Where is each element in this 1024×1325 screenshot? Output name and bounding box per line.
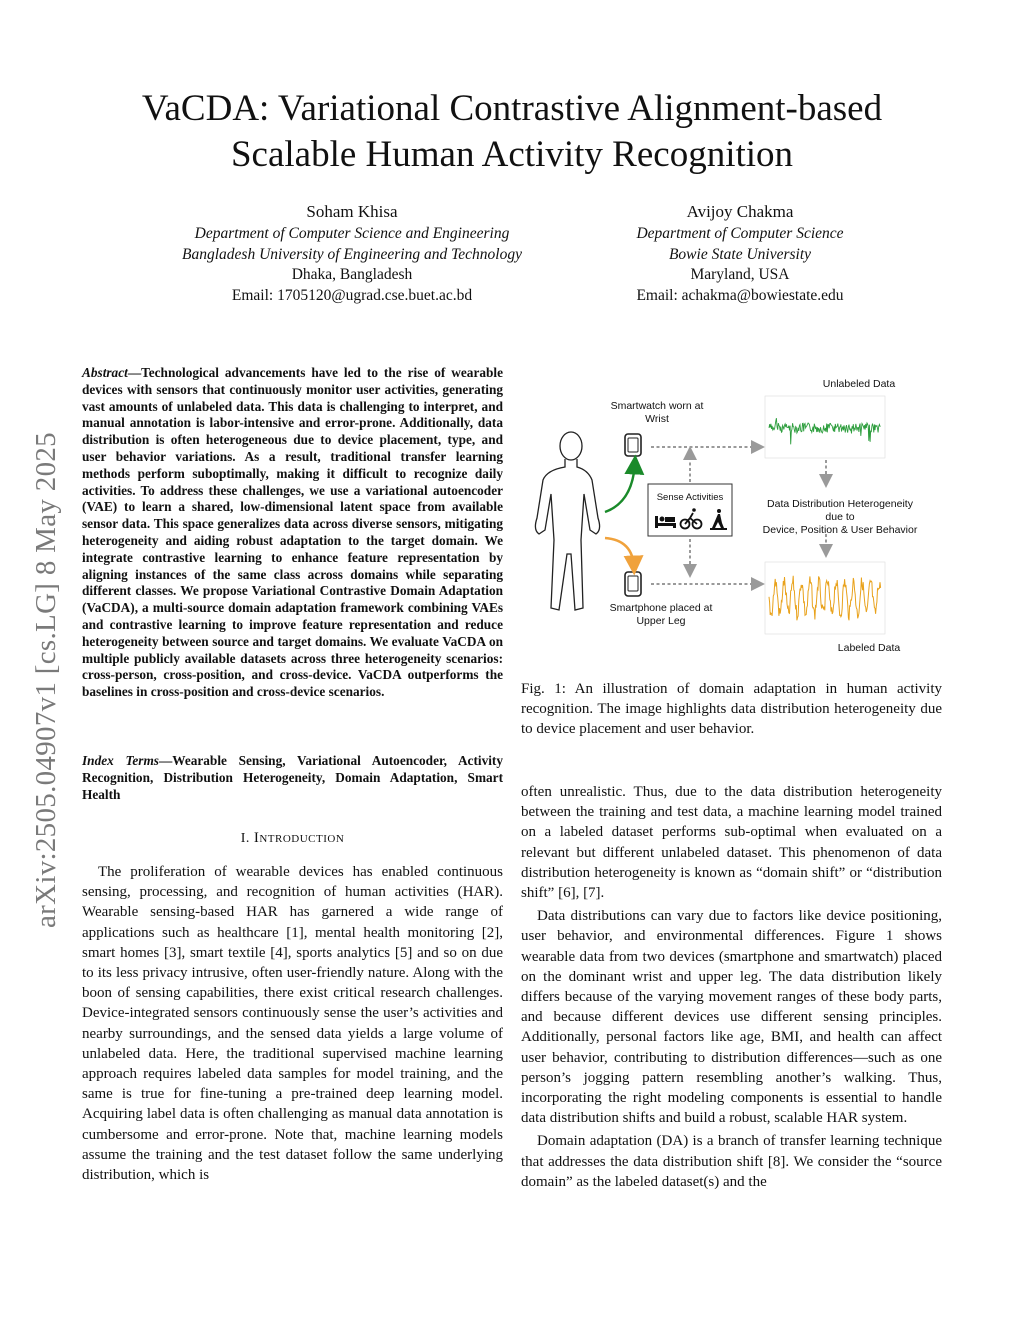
orange-arrow bbox=[605, 538, 634, 568]
index-terms-lead: Index Terms bbox=[82, 753, 159, 768]
author-department: Department of Computer Science and Engineering bbox=[194, 225, 510, 242]
labeled-data-label: Labeled Data bbox=[837, 642, 901, 654]
smartphone-label-line-2: Upper Leg bbox=[636, 615, 686, 627]
sense-activities-label: Sense Activities bbox=[656, 492, 724, 503]
smartwatch-label-line-1: Smartwatch worn at bbox=[610, 400, 704, 412]
paragraph-data-distributions: Data distributions can vary due to factors like device positioning, user behavior, and environmental differences. Figure 1 shows wearable data from two devices (smartphone and smartwatch) placed on the dominant wrist and upper leg. The data distribution likely differs because of the varying movement ranges of these body parts, and because different devices use different sensing principles. Additionally, personal factors like age, BMI, and health can affect user behavior, contributing to distribution differences—such as one person’s jogging pattern resembling another’s walking. Thus, incorporating the right modeling components is essential to handle data distribution shifts and build a robust, scalable HAR system. bbox=[521, 908, 942, 1127]
author-university: Bowie State University bbox=[668, 245, 812, 263]
abstract-text: —Technological advancements have led to the rise of wearable devices with sensors that continuously monitor user activities, generating vast amounts of unlabeled data. This data is challenging to interpret, and manual annotation is labor-intensive and error-prone. Additionally, data distribution is often heterogeneous due to device placement, type, and user behavior variations. As a result, traditional transfer learning methods perform suboptimally, making it difficult to recognize daily activities. To address these challenges, we use a variational autoencoder (VAE) to learn a shared, low-dimensional latent space from available sensor data. This space generalizes data across diverse sensors, mitigating heterogeneity and aiding robust adaptation to the target domain. We integrate contrastive learning to enhance feature representation by aligning instances of the same class across domains while separating different classes. We propose Variational Contrastive Domain Adaptation (VaCDA), a multi-source domain adaptation framework combining VAEs and contrastive learning to improve feature representation and reduce heterogeneity between source and target domains. We evaluate VaCDA on multiple publicly available datasets across three heterogeneity scenarios: cross-person, cross-position, and cross-device. VaCDA outperforms the baselines in cross-position and cross-device scenarios. bbox=[82, 365, 503, 700]
author-email: Email: achakma@bowiestate.edu bbox=[636, 286, 844, 304]
heterogeneity-label-line-1: Data Distribution Heterogeneity bbox=[767, 498, 913, 510]
unlabeled-data-label: Unlabeled Data bbox=[822, 378, 896, 390]
author-university: Bangladesh University of Engineering and Technology bbox=[182, 245, 522, 263]
author-name: Avijoy Chakma bbox=[686, 202, 794, 221]
figure-caption: Fig. 1: An illustration of domain adaptation in human activity recognition. The image highlights data distribution heterogeneity due to device placement and user behavior. bbox=[521, 681, 942, 738]
intro-column bbox=[82, 862, 503, 1185]
title-line-2: Scalable Human Activity Recognition bbox=[230, 134, 794, 175]
author-department: Department of Computer Science bbox=[636, 225, 844, 242]
author-block-1 bbox=[120, 201, 584, 306]
figure-domain-adaptation bbox=[521, 368, 942, 660]
paper-title bbox=[60, 86, 964, 178]
paragraph-domain-shift: often unrealistic. Thus, due to the data distribution heterogeneity between the training and test data, a machine learning model trained on a labeled dataset performs sub-optimal when evaluated on a relevant but different unlabeled dataset. This phenomenon of data distribution heterogeneity is known as “domain shift” or “distribution shift” [6], [7]. bbox=[521, 784, 942, 902]
abstract bbox=[82, 365, 503, 701]
abstract-lead: Abstract bbox=[82, 365, 128, 380]
human-silhouette-icon bbox=[535, 432, 599, 610]
smartwatch-label-line-2: Wrist bbox=[645, 413, 669, 425]
section-heading bbox=[82, 830, 503, 847]
heterogeneity-label-line-2: due to bbox=[825, 511, 855, 523]
author-block-2 bbox=[560, 201, 920, 306]
smartphone-label-line-1: Smartphone placed at bbox=[609, 602, 713, 614]
title-line-1: VaCDA: Variational Contrastive Alignment-based bbox=[141, 88, 883, 129]
author-name: Soham Khisa bbox=[306, 202, 398, 221]
index-terms-text: —Wearable Sensing, Variational Autoencoder, Activity Recognition, Distribution Heterogeneity, Domain Adaptation, Smart Health bbox=[82, 753, 503, 802]
author-location: Maryland, USA bbox=[690, 266, 790, 283]
heterogeneity-label-line-3: Device, Position & User Behavior bbox=[762, 524, 918, 536]
index-terms bbox=[82, 753, 503, 803]
author-location: Dhaka, Bangladesh bbox=[291, 266, 413, 283]
unlabeled-signal-plot bbox=[765, 396, 885, 458]
paragraph-domain-adaptation: Domain adaptation (DA) is a branch of transfer learning technique that addresses the data distribution shift [8]. We consider the “source domain” as the labeled dataset(s) and the bbox=[521, 1133, 942, 1190]
right-column bbox=[521, 782, 942, 1192]
smartphone-icon bbox=[625, 572, 641, 596]
section-number: I. bbox=[240, 831, 250, 846]
arxiv-identifier: arXiv:2505.04907v1 [cs.LG] 8 May 2025 bbox=[30, 432, 62, 928]
intro-paragraph: The proliferation of wearable devices has enabled continuous sensing, processing, and recognition of human activities (HAR). Wearable sensing-based HAR has garnered a wide range of applications such as healthcare [1], mental health monitoring [2], smart homes [3], smart textile [4], sports analytics [5] and so on due to its less privacy intrusive, often user-friendly nature. Along with the boon of sensing capabilities, there exist critical research challenges. Device-integrated sensors continuously sense the user’s activities and nearby surroundings, and the sensed data yields a large volume of unlabeled data. Here, the traditional supervised machine learning approach requires labeled data samples for model training, and the same is true for fine-tuning a pre-trained deep learning model. Acquiring label data is often challenging as manual data annotation is cumbersome and error-prone. Note that, machine learning models assume the training and the test dataset follow the same underlying distribution, which is bbox=[82, 864, 503, 1184]
section-title: Introduction bbox=[253, 830, 345, 846]
smartwatch-icon bbox=[625, 434, 641, 456]
figure-svg bbox=[521, 368, 942, 660]
green-arrow bbox=[605, 462, 635, 512]
labeled-signal-plot bbox=[765, 562, 885, 634]
author-email: Email: 1705120@ugrad.cse.buet.ac.bd bbox=[231, 286, 473, 304]
